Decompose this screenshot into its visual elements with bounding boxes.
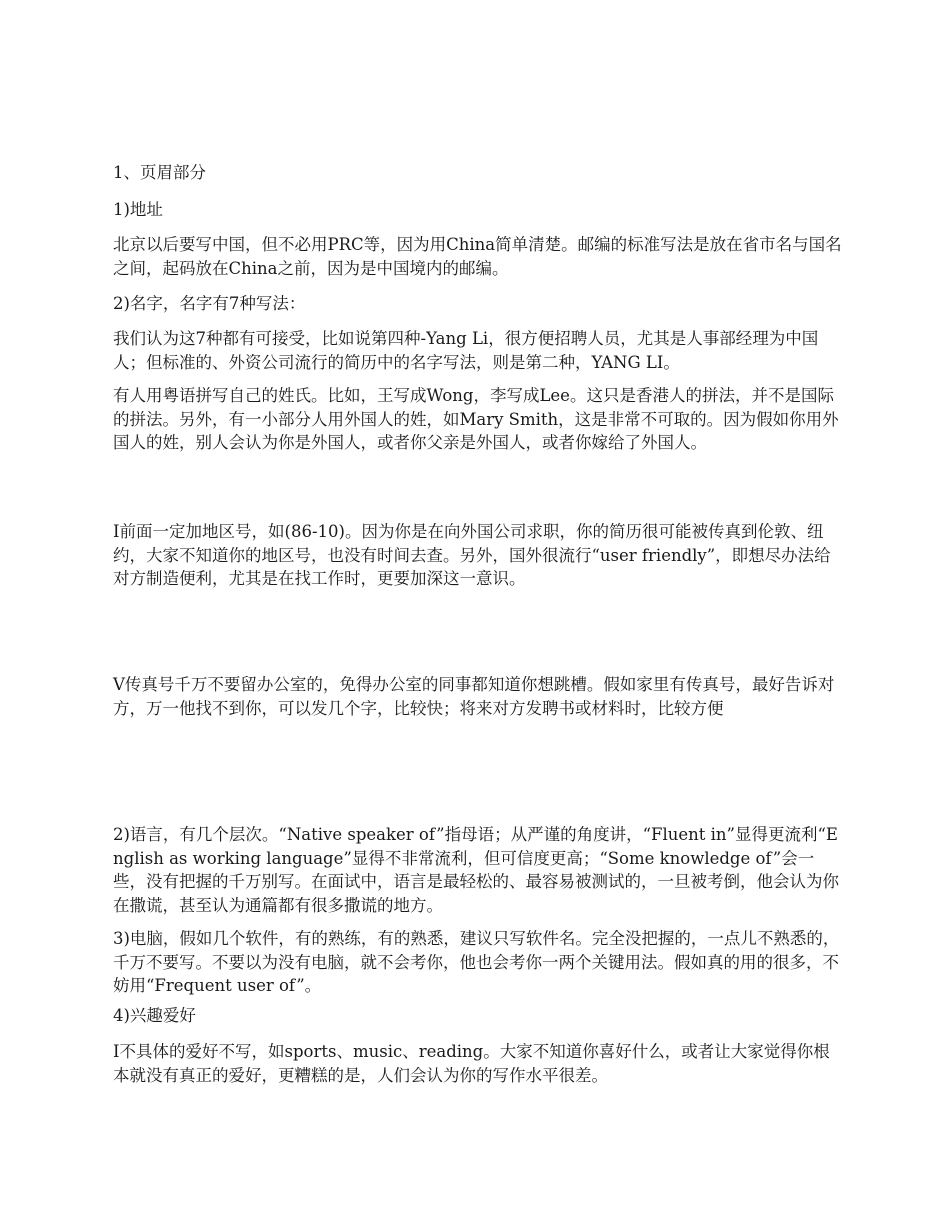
paragraph-hobbies: I不具体的爱好不写，如sports、music、reading。大家不知道你喜好什么，或者让大家觉得你根本就没有真正的爱好，更糟糕的是，人们会认为你的写作水平很差。 xyxy=(113,1042,830,1085)
paragraph-name-forms: 我们认为这7种都有可接受，比如说第四种-Yang Li，很方便招聘人员，尤其是人事部经理为中国人；但标准的、外资公司流行的简历中的名字写法，则是第二种，YANG LI。 xyxy=(113,329,819,372)
paragraph-cantonese-spelling: 有人用粤语拼写自己的姓氏。比如，王写成Wong，李写成Lee。这只是香港人的拼法，并不是国际的拼法。另外，有一小部分人用外国人的姓，如Mary Smith，这是非常不可取的。因为假如你用外国人的姓，别人会认为你是外国人，或者你父亲是外国人，或者你嫁给了外国人。 xyxy=(113,386,839,452)
subheading-address: 1)地址 xyxy=(113,200,163,219)
paragraph-area-code: I前面一定加地区号，如(86-10)。因为你是在向外国公司求职，你的简历很可能被传真到伦敦、纽约，大家不知道你的地区号，也没有时间去查。另外，国外很流行“user friendly”，即想尽办法给对方制造便利，尤其是在找工作时，更要加深这一意识。 xyxy=(113,522,831,588)
subheading-hobbies: 4)兴趣爱好 xyxy=(113,1006,196,1025)
subheading-name: 2)名字，名字有7种写法： xyxy=(113,294,306,313)
paragraph-computer: 3)电脑，假如几个软件，有的熟练，有的熟悉，建议只写软件名。完全没把握的，一点儿不熟悉的，千万不要写。不要以为没有电脑，就不会考你，他也会考你一两个关键用法。假如真的用的很多，不妨用“Frequent user of”。 xyxy=(113,929,840,995)
section-heading-header: 1、页眉部分 xyxy=(113,163,206,182)
paragraph-fax: V传真号千万不要留办公室的，免得办公室的同事都知道你想跳槽。假如家里有传真号，最好告诉对方，万一他找不到你，可以发几个字，比较快；将来对方发聘书或材料时，比较方便 xyxy=(113,675,835,718)
paragraph-address: 北京以后要写中国，但不必用PRC等，因为用China简单清楚。邮编的标准写法是放在省市名与国名之间，起码放在China之前，因为是中国境内的邮编。 xyxy=(113,235,842,278)
paragraph-language: 2)语言，有几个层次。“Native speaker of”指母语；从严谨的角度讲，“Fluent in”显得更流利“English as working language”显得不非常流利，但可信度更高；“Some knowledge of”会一些，没有把握的千万别写。在面试中，语言是最轻松的、最容易被测试的，一旦被考倒，他会认为你在撒谎，甚至认为通篇都有很多撒谎的地方。 xyxy=(113,825,839,915)
